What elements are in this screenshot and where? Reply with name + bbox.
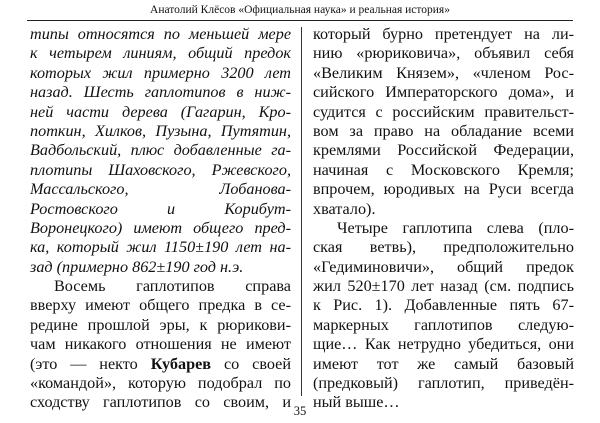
text-line: вверху имеют общего предка в се-	[30, 296, 291, 315]
text-line: поткин, Хилков, Пузына, Путятин,	[30, 121, 291, 140]
text-run: (это — некто	[30, 354, 151, 373]
column-divider	[301, 27, 302, 396]
text-line: Вадбольский, плюс добавленные га-	[30, 141, 291, 160]
text-line-with-emphasis	[30, 355, 291, 374]
text-line: Четыре гаплотипа слева (пло-	[337, 218, 574, 237]
text-line: к Рис. 1). Добавленные пять 67-	[313, 296, 574, 315]
running-header	[27, 0, 573, 21]
left-column	[30, 25, 291, 413]
text-line: «командой», которую подобрал по	[30, 374, 291, 393]
page-number: 35	[293, 404, 307, 418]
text-line: редине прошлой эры, к рюрикови-	[30, 315, 291, 334]
text-line: Восемь гаплотипов справа	[54, 277, 291, 296]
text-run: со своей	[211, 354, 291, 373]
text-line: чам никакого отношения не имеют	[30, 335, 291, 354]
text-line: ный выше…	[313, 393, 400, 412]
text-line: щие… Как нетрудно убедиться, они	[313, 335, 574, 354]
text-line: кремлями Российской Федерации,	[313, 141, 574, 160]
text-line: сийского Императорского дома», и	[313, 83, 574, 102]
text-line: ка, который жил 1150±190 лет на-	[30, 238, 291, 257]
text-line: впрочем, юродивых на Руси всегда	[313, 180, 574, 199]
text-line: нию «рюриковича», объявил себя	[313, 44, 574, 63]
emphasized-name: Кубарев	[150, 354, 212, 373]
text-line: жил 520±170 лет назад (см. подпись	[313, 277, 574, 296]
text-line: которых жил примерно 3200 лет	[30, 63, 291, 82]
text-line: который бурно претендует на ли-	[313, 25, 574, 43]
text-line: ская ветвь), предположительно	[313, 238, 574, 257]
text-line: судится с российским правительст-	[313, 102, 574, 121]
text-line: хватало).	[313, 199, 376, 218]
text-line: «Гедиминовичи», общий предок	[313, 257, 574, 276]
text-line: плотипы Шаховского, Ржевского,	[30, 160, 291, 179]
text-line: типы относятся по меньшей мере	[30, 25, 291, 43]
text-line: Ростовского и Корибут-	[30, 199, 291, 218]
text-line: к четырем линиям, общий предок	[30, 44, 291, 63]
text-line: «Великим Князем», «членом Рос-	[313, 63, 574, 82]
right-column	[313, 25, 574, 413]
text-line: (предковый) гаплотип, приведён-	[313, 374, 574, 393]
text-line: маркерных гаплотипов следую-	[313, 315, 574, 334]
text-line: сходству гаплотипов со своим, и	[30, 393, 291, 412]
text-line: Воронецкого) имеют общего пред-	[30, 218, 291, 237]
text-line: имеют тот же самый базовый	[313, 354, 574, 373]
text-line: вом за право на обладание всеми	[313, 121, 574, 140]
text-line: назад. Шесть гаплотипов в ниж-	[30, 83, 291, 102]
text-line: начиная с Московского Кремля;	[313, 160, 574, 179]
text-line: ней части дерева (Гагарин, Кро-	[30, 102, 291, 121]
running-title: Анатолий Клёсов «Официальная наука» и реальная история»	[150, 4, 450, 16]
text-line: Массальского, Лобанова-	[30, 180, 291, 199]
text-line: зад (примерно 862±190 год н.э.	[30, 257, 244, 276]
